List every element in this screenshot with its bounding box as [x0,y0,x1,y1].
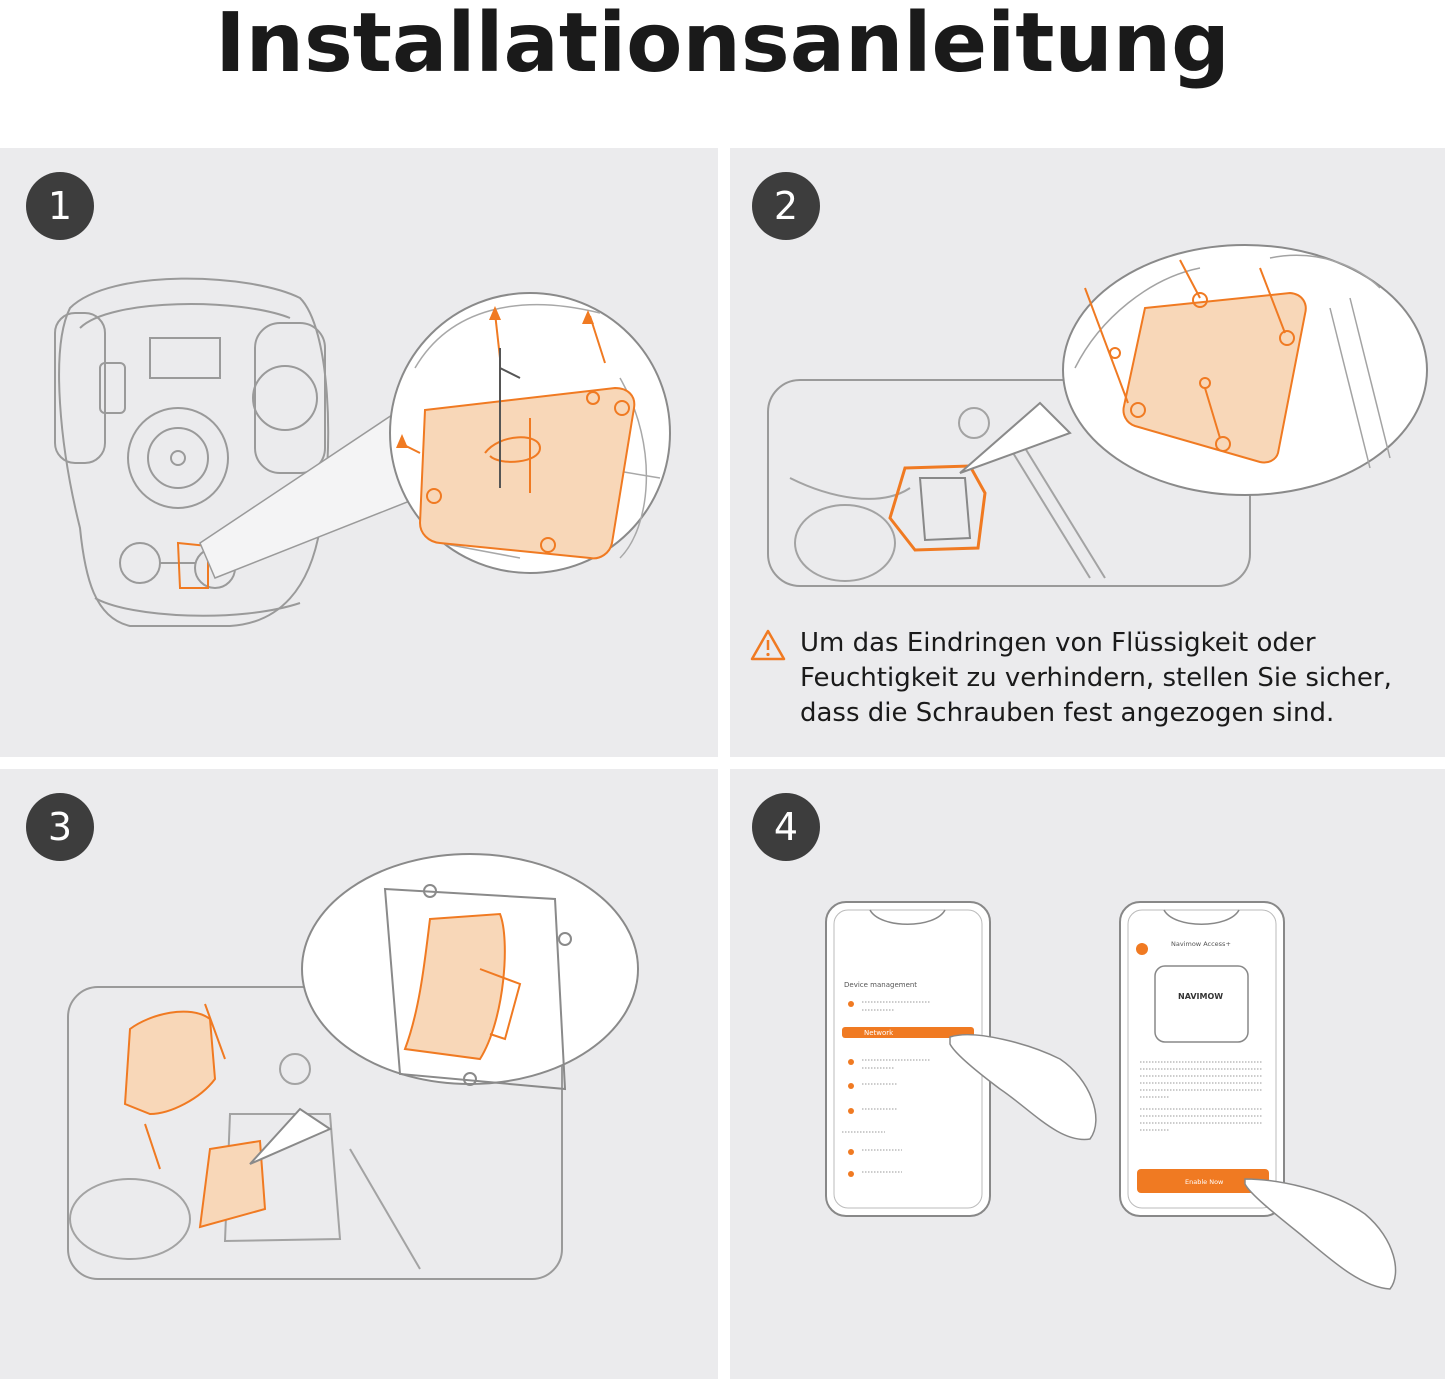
step-2-panel [730,148,1445,757]
module-insert-illustration [0,769,718,1379]
step-number-badge: 2 [752,172,820,240]
step-3-panel [0,769,718,1379]
page-title: Installationsanleitung [215,0,1230,91]
enable-now-label: Enable Now [1185,1178,1224,1186]
mower-underside-illustration [0,148,718,757]
step-4-panel [730,769,1445,1379]
step-number-badge: 3 [26,793,94,861]
step-number-badge: 4 [752,793,820,861]
network-menu-item[interactable]: Network [864,1029,894,1037]
warning-text: Um das Eindringen von Flüssigkeit oder Feuchtigkeit zu verhindern, stellen Sie sicher, dass die Schrauben fest angezogen sind. [800,628,1392,728]
navimow-logo-text: NAVIMOW [1178,992,1224,1001]
cover-plate-illustration [730,148,1445,618]
step-1-panel [0,148,718,757]
app-phones-illustration [730,769,1445,1379]
device-management-label: Device management [844,981,918,989]
step-number-badge: 1 [26,172,94,240]
warning-triangle-icon [750,628,786,662]
navimow-access-header: Navimow Access+ [1171,940,1231,948]
